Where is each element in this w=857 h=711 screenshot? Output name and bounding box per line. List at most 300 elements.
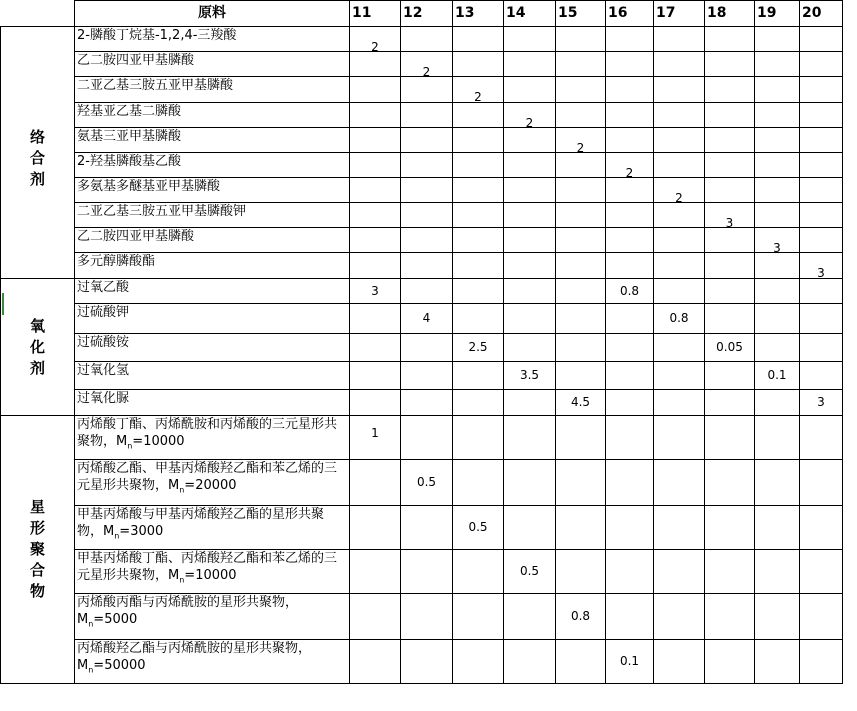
value-cell bbox=[800, 460, 843, 506]
cell-value: 0.05 bbox=[716, 340, 743, 354]
material-name: 2-羟基膦酸基乙酸 bbox=[77, 154, 181, 169]
value-cell bbox=[800, 304, 843, 334]
cell-value: 3 bbox=[817, 395, 825, 409]
cell-value: 2 bbox=[675, 190, 683, 203]
value-cell bbox=[504, 153, 556, 178]
cell-value: 4 bbox=[422, 311, 431, 325]
cell-value: 3 bbox=[725, 215, 734, 228]
row-selection-marker bbox=[2, 293, 4, 315]
value-cell bbox=[453, 390, 504, 416]
material-name: 甲基丙烯酸丁酯、丙烯酸羟乙酯和苯乙烯的三元星形共聚物，M bbox=[77, 551, 338, 583]
material-name: 羟基亚乙基二膦酸 bbox=[77, 104, 182, 119]
material-name: 多氨基多醚基亚甲基膦酸 bbox=[77, 179, 221, 194]
value-cell bbox=[705, 362, 755, 390]
table-row bbox=[1, 27, 843, 52]
cell-value: 2 bbox=[422, 64, 431, 77]
value-cell bbox=[705, 153, 755, 178]
table-row bbox=[1, 153, 843, 178]
value-cell bbox=[800, 506, 843, 550]
table-row bbox=[1, 103, 843, 128]
material-name-cell bbox=[75, 27, 350, 52]
value-cell bbox=[606, 27, 654, 52]
value-cell bbox=[556, 77, 606, 103]
material-name-subscript: n bbox=[88, 619, 94, 629]
table-row bbox=[1, 460, 843, 506]
value-cell bbox=[556, 550, 606, 594]
value-cell bbox=[800, 128, 843, 153]
value-cell bbox=[705, 279, 755, 304]
value-cell bbox=[556, 460, 606, 506]
value-cell bbox=[350, 77, 401, 103]
value-cell bbox=[453, 334, 504, 362]
material-name: 过氧乙酸 bbox=[77, 280, 130, 295]
value-cell bbox=[350, 416, 401, 460]
value-cell bbox=[800, 153, 843, 178]
value-cell bbox=[705, 334, 755, 362]
value-cell bbox=[504, 304, 556, 334]
table-row bbox=[1, 253, 843, 279]
material-name-cell bbox=[75, 77, 350, 103]
value-cell bbox=[654, 640, 705, 684]
value-cell bbox=[504, 279, 556, 304]
value-cell bbox=[800, 550, 843, 594]
value-cell bbox=[350, 362, 401, 390]
material-name-subscript: n bbox=[114, 531, 120, 541]
value-cell bbox=[504, 103, 556, 128]
material-name-cell bbox=[75, 362, 350, 390]
material-name: 乙二胺四亚甲基膦酸 bbox=[77, 53, 195, 68]
value-cell bbox=[401, 362, 453, 390]
value-cell bbox=[401, 103, 453, 128]
table-row bbox=[1, 640, 843, 684]
value-cell bbox=[705, 550, 755, 594]
value-cell bbox=[800, 27, 843, 52]
value-cell bbox=[800, 334, 843, 362]
material-name-cell bbox=[75, 594, 350, 640]
material-name-molecular-weight: =10000 bbox=[184, 568, 237, 583]
value-cell bbox=[556, 27, 606, 52]
table-row bbox=[1, 128, 843, 153]
material-name: 多元醇膦酸酯 bbox=[77, 254, 156, 269]
value-cell bbox=[800, 228, 843, 253]
cell-value: 2 bbox=[625, 165, 634, 178]
value-cell bbox=[606, 279, 654, 304]
material-name: 过硫酸铵 bbox=[77, 335, 130, 350]
value-cell bbox=[606, 228, 654, 253]
material-name-cell bbox=[75, 506, 350, 550]
value-cell bbox=[654, 390, 705, 416]
value-cell bbox=[755, 103, 800, 128]
material-name-cell bbox=[75, 279, 350, 304]
value-cell bbox=[755, 27, 800, 52]
category-cell bbox=[1, 27, 75, 279]
value-cell bbox=[556, 334, 606, 362]
material-name-subscript: n bbox=[88, 665, 94, 675]
value-cell bbox=[654, 203, 705, 228]
value-cell bbox=[800, 279, 843, 304]
cell-value: 0.8 bbox=[619, 283, 640, 298]
category-label: 络合剂 bbox=[29, 128, 45, 188]
category-label: 星形聚合物 bbox=[29, 498, 45, 600]
value-cell bbox=[654, 153, 705, 178]
value-cell bbox=[654, 77, 705, 103]
value-cell bbox=[755, 77, 800, 103]
cell-value: 0.5 bbox=[519, 564, 540, 578]
value-cell bbox=[800, 362, 843, 390]
value-cell bbox=[453, 203, 504, 228]
value-cell bbox=[401, 334, 453, 362]
value-cell bbox=[755, 416, 800, 460]
value-cell bbox=[453, 460, 504, 506]
value-cell bbox=[705, 506, 755, 550]
value-cell bbox=[705, 77, 755, 103]
value-cell bbox=[401, 203, 453, 228]
value-cell bbox=[654, 52, 705, 77]
value-cell bbox=[401, 460, 453, 506]
value-cell bbox=[705, 640, 755, 684]
value-cell bbox=[504, 416, 556, 460]
value-cell bbox=[606, 103, 654, 128]
value-cell bbox=[504, 228, 556, 253]
value-cell bbox=[453, 103, 504, 128]
value-cell bbox=[800, 77, 843, 103]
value-cell bbox=[504, 390, 556, 416]
value-cell bbox=[556, 203, 606, 228]
value-cell bbox=[401, 253, 453, 279]
material-name-cell bbox=[75, 178, 350, 203]
value-cell bbox=[654, 279, 705, 304]
table-row bbox=[1, 304, 843, 334]
material-name-molecular-weight: =20000 bbox=[184, 478, 237, 493]
value-cell bbox=[755, 304, 800, 334]
material-name-molecular-weight: =50000 bbox=[93, 658, 146, 673]
value-cell bbox=[401, 52, 453, 77]
value-cell bbox=[401, 128, 453, 153]
value-cell bbox=[453, 550, 504, 594]
material-name-cell bbox=[75, 640, 350, 684]
value-cell bbox=[606, 460, 654, 506]
value-cell bbox=[350, 390, 401, 416]
value-cell bbox=[705, 103, 755, 128]
value-cell bbox=[350, 27, 401, 52]
material-name-cell bbox=[75, 103, 350, 128]
col-header: 18 bbox=[705, 1, 755, 27]
value-cell bbox=[504, 253, 556, 279]
value-cell bbox=[606, 506, 654, 550]
value-cell bbox=[350, 506, 401, 550]
value-cell bbox=[654, 304, 705, 334]
value-cell bbox=[705, 253, 755, 279]
value-cell bbox=[606, 253, 654, 279]
value-cell bbox=[350, 178, 401, 203]
value-cell bbox=[504, 77, 556, 103]
value-cell bbox=[350, 594, 401, 640]
cell-value: 0.5 bbox=[468, 520, 488, 534]
value-cell bbox=[350, 103, 401, 128]
value-cell bbox=[606, 550, 654, 594]
table-row bbox=[1, 506, 843, 550]
material-name-molecular-weight: =5000 bbox=[93, 612, 138, 627]
material-name: 二亚乙基三胺五亚甲基膦酸钾 bbox=[77, 204, 247, 219]
value-cell bbox=[705, 203, 755, 228]
value-cell bbox=[654, 27, 705, 52]
value-cell bbox=[453, 279, 504, 304]
value-cell bbox=[401, 77, 453, 103]
value-cell bbox=[755, 178, 800, 203]
value-cell bbox=[504, 128, 556, 153]
value-cell bbox=[401, 640, 453, 684]
category-label: 氧化剂 bbox=[29, 316, 45, 377]
cell-value: 2 bbox=[525, 115, 534, 128]
material-name: 丙烯酸丙酯与丙烯酰胺的星形共聚物，M bbox=[77, 595, 299, 627]
material-name-subscript: n bbox=[127, 441, 133, 451]
material-name-cell bbox=[75, 253, 350, 279]
value-cell bbox=[800, 416, 843, 460]
value-cell bbox=[654, 594, 705, 640]
value-cell bbox=[453, 128, 504, 153]
material-name: 二亚乙基三胺五亚甲基膦酸 bbox=[77, 78, 234, 93]
material-name-cell bbox=[75, 416, 350, 460]
value-cell bbox=[606, 594, 654, 640]
material-name-cell bbox=[75, 52, 350, 77]
value-cell bbox=[504, 460, 556, 506]
value-cell bbox=[755, 550, 800, 594]
value-cell bbox=[755, 52, 800, 77]
value-cell bbox=[755, 594, 800, 640]
cell-value: 3 bbox=[371, 283, 379, 298]
value-cell bbox=[606, 390, 654, 416]
cell-value: 3.5 bbox=[519, 368, 540, 382]
col-header: 17 bbox=[654, 1, 705, 27]
value-cell bbox=[556, 506, 606, 550]
table-row bbox=[1, 390, 843, 416]
value-cell bbox=[606, 304, 654, 334]
category-cell bbox=[1, 279, 75, 416]
value-cell bbox=[504, 640, 556, 684]
category-cell bbox=[1, 416, 75, 684]
cell-value: 0.8 bbox=[570, 609, 591, 623]
value-cell bbox=[556, 640, 606, 684]
value-cell bbox=[556, 103, 606, 128]
value-cell bbox=[606, 153, 654, 178]
header-row bbox=[1, 1, 843, 27]
value-cell bbox=[504, 52, 556, 77]
value-cell bbox=[453, 178, 504, 203]
table-row bbox=[1, 334, 843, 362]
value-cell bbox=[755, 640, 800, 684]
cell-value: 0.5 bbox=[416, 475, 437, 489]
material-name: 丙烯酸乙酯、甲基丙烯酸羟乙酯和苯乙烯的三元星形共聚物，M bbox=[77, 461, 338, 493]
col-header: 20 bbox=[800, 1, 843, 27]
table-row bbox=[1, 52, 843, 77]
raw-material-header: 原料 bbox=[75, 1, 350, 27]
value-cell bbox=[401, 594, 453, 640]
value-cell bbox=[453, 153, 504, 178]
value-cell bbox=[350, 550, 401, 594]
value-cell bbox=[606, 203, 654, 228]
value-cell bbox=[556, 390, 606, 416]
value-cell bbox=[453, 77, 504, 103]
value-cell bbox=[453, 640, 504, 684]
value-cell bbox=[755, 390, 800, 416]
value-cell bbox=[800, 594, 843, 640]
value-cell bbox=[350, 52, 401, 77]
value-cell bbox=[453, 304, 504, 334]
value-cell bbox=[401, 304, 453, 334]
material-name-subscript: n bbox=[179, 575, 185, 585]
material-name-cell bbox=[75, 550, 350, 594]
cell-value: 2 bbox=[474, 90, 482, 103]
value-cell bbox=[350, 640, 401, 684]
value-cell bbox=[800, 390, 843, 416]
value-cell bbox=[755, 279, 800, 304]
value-cell bbox=[504, 362, 556, 390]
value-cell bbox=[350, 228, 401, 253]
material-name: 氨基三亚甲基膦酸 bbox=[77, 129, 182, 144]
value-cell bbox=[453, 362, 504, 390]
cell-value: 3 bbox=[773, 240, 781, 253]
value-cell bbox=[654, 103, 705, 128]
value-cell bbox=[705, 460, 755, 506]
value-cell bbox=[800, 52, 843, 77]
col-header: 15 bbox=[556, 1, 606, 27]
value-cell bbox=[800, 253, 843, 279]
material-name: 丙烯酸丁酯、丙烯酰胺和丙烯酸的三元星形共聚物，M bbox=[77, 417, 338, 449]
value-cell bbox=[504, 334, 556, 362]
value-cell bbox=[654, 460, 705, 506]
value-cell bbox=[705, 128, 755, 153]
value-cell bbox=[401, 153, 453, 178]
value-cell bbox=[755, 203, 800, 228]
material-name-cell bbox=[75, 228, 350, 253]
table-row bbox=[1, 362, 843, 390]
table-row bbox=[1, 77, 843, 103]
value-cell bbox=[755, 228, 800, 253]
cell-value: 2 bbox=[371, 39, 379, 52]
value-cell bbox=[556, 52, 606, 77]
cell-value: 0.1 bbox=[767, 368, 787, 382]
value-cell bbox=[350, 153, 401, 178]
value-cell bbox=[350, 304, 401, 334]
value-cell bbox=[556, 128, 606, 153]
value-cell bbox=[556, 178, 606, 203]
cell-value: 2 bbox=[576, 140, 585, 153]
value-cell bbox=[504, 203, 556, 228]
value-cell bbox=[705, 416, 755, 460]
value-cell bbox=[755, 506, 800, 550]
value-cell bbox=[350, 279, 401, 304]
value-cell bbox=[654, 228, 705, 253]
value-cell bbox=[800, 203, 843, 228]
cell-value: 3 bbox=[817, 266, 825, 279]
value-cell bbox=[453, 506, 504, 550]
cell-value: 2.5 bbox=[468, 340, 488, 354]
value-cell bbox=[606, 362, 654, 390]
cell-value: 0.1 bbox=[619, 654, 640, 668]
value-cell bbox=[654, 416, 705, 460]
table-row bbox=[1, 416, 843, 460]
value-cell bbox=[654, 362, 705, 390]
value-cell bbox=[705, 178, 755, 203]
value-cell bbox=[556, 279, 606, 304]
value-cell bbox=[556, 228, 606, 253]
col-header: 19 bbox=[755, 1, 800, 27]
value-cell bbox=[705, 228, 755, 253]
value-cell bbox=[705, 390, 755, 416]
table-row bbox=[1, 279, 843, 304]
value-cell bbox=[504, 594, 556, 640]
material-name-cell bbox=[75, 153, 350, 178]
col-header: 13 bbox=[453, 1, 504, 27]
value-cell bbox=[755, 253, 800, 279]
value-cell bbox=[705, 594, 755, 640]
col-header: 16 bbox=[606, 1, 654, 27]
value-cell bbox=[453, 416, 504, 460]
value-cell bbox=[350, 460, 401, 506]
material-name: 过氧化脲 bbox=[77, 391, 130, 406]
value-cell bbox=[606, 334, 654, 362]
material-name: 丙烯酸羟乙酯与丙烯酰胺的星形共聚物，M bbox=[77, 641, 312, 673]
table-row bbox=[1, 178, 843, 203]
table-row bbox=[1, 594, 843, 640]
value-cell bbox=[504, 550, 556, 594]
value-cell bbox=[453, 253, 504, 279]
value-cell bbox=[606, 52, 654, 77]
value-cell bbox=[654, 128, 705, 153]
value-cell bbox=[401, 228, 453, 253]
material-name-molecular-weight: =3000 bbox=[119, 524, 164, 539]
material-name: 甲基丙烯酸与甲基丙烯酸羟乙酯的星形共聚物，M bbox=[77, 507, 325, 539]
value-cell bbox=[350, 203, 401, 228]
value-cell bbox=[453, 594, 504, 640]
value-cell bbox=[556, 253, 606, 279]
material-name-cell bbox=[75, 203, 350, 228]
cell-value: 4.5 bbox=[570, 395, 591, 409]
value-cell bbox=[556, 416, 606, 460]
value-cell bbox=[755, 460, 800, 506]
material-name-cell bbox=[75, 334, 350, 362]
material-name-subscript: n bbox=[179, 485, 185, 495]
value-cell bbox=[654, 334, 705, 362]
table-row bbox=[1, 228, 843, 253]
value-cell bbox=[705, 52, 755, 77]
value-cell bbox=[350, 253, 401, 279]
value-cell bbox=[755, 362, 800, 390]
value-cell bbox=[606, 77, 654, 103]
value-cell bbox=[504, 27, 556, 52]
value-cell bbox=[504, 178, 556, 203]
value-cell bbox=[401, 416, 453, 460]
value-cell bbox=[556, 594, 606, 640]
value-cell bbox=[654, 506, 705, 550]
value-cell bbox=[453, 52, 504, 77]
value-cell bbox=[800, 103, 843, 128]
cell-value: 1 bbox=[371, 426, 379, 440]
cell-value: 0.8 bbox=[669, 311, 689, 325]
value-cell bbox=[401, 506, 453, 550]
value-cell bbox=[350, 128, 401, 153]
value-cell bbox=[755, 334, 800, 362]
value-cell bbox=[606, 416, 654, 460]
value-cell bbox=[556, 362, 606, 390]
value-cell bbox=[705, 304, 755, 334]
value-cell bbox=[755, 153, 800, 178]
material-name: 过氧化氢 bbox=[77, 363, 130, 378]
material-name: 2-膦酸丁烷基-1,2,4-三羧酸 bbox=[77, 28, 237, 43]
material-name-cell bbox=[75, 390, 350, 416]
col-header: 11 bbox=[350, 1, 401, 27]
value-cell bbox=[800, 640, 843, 684]
